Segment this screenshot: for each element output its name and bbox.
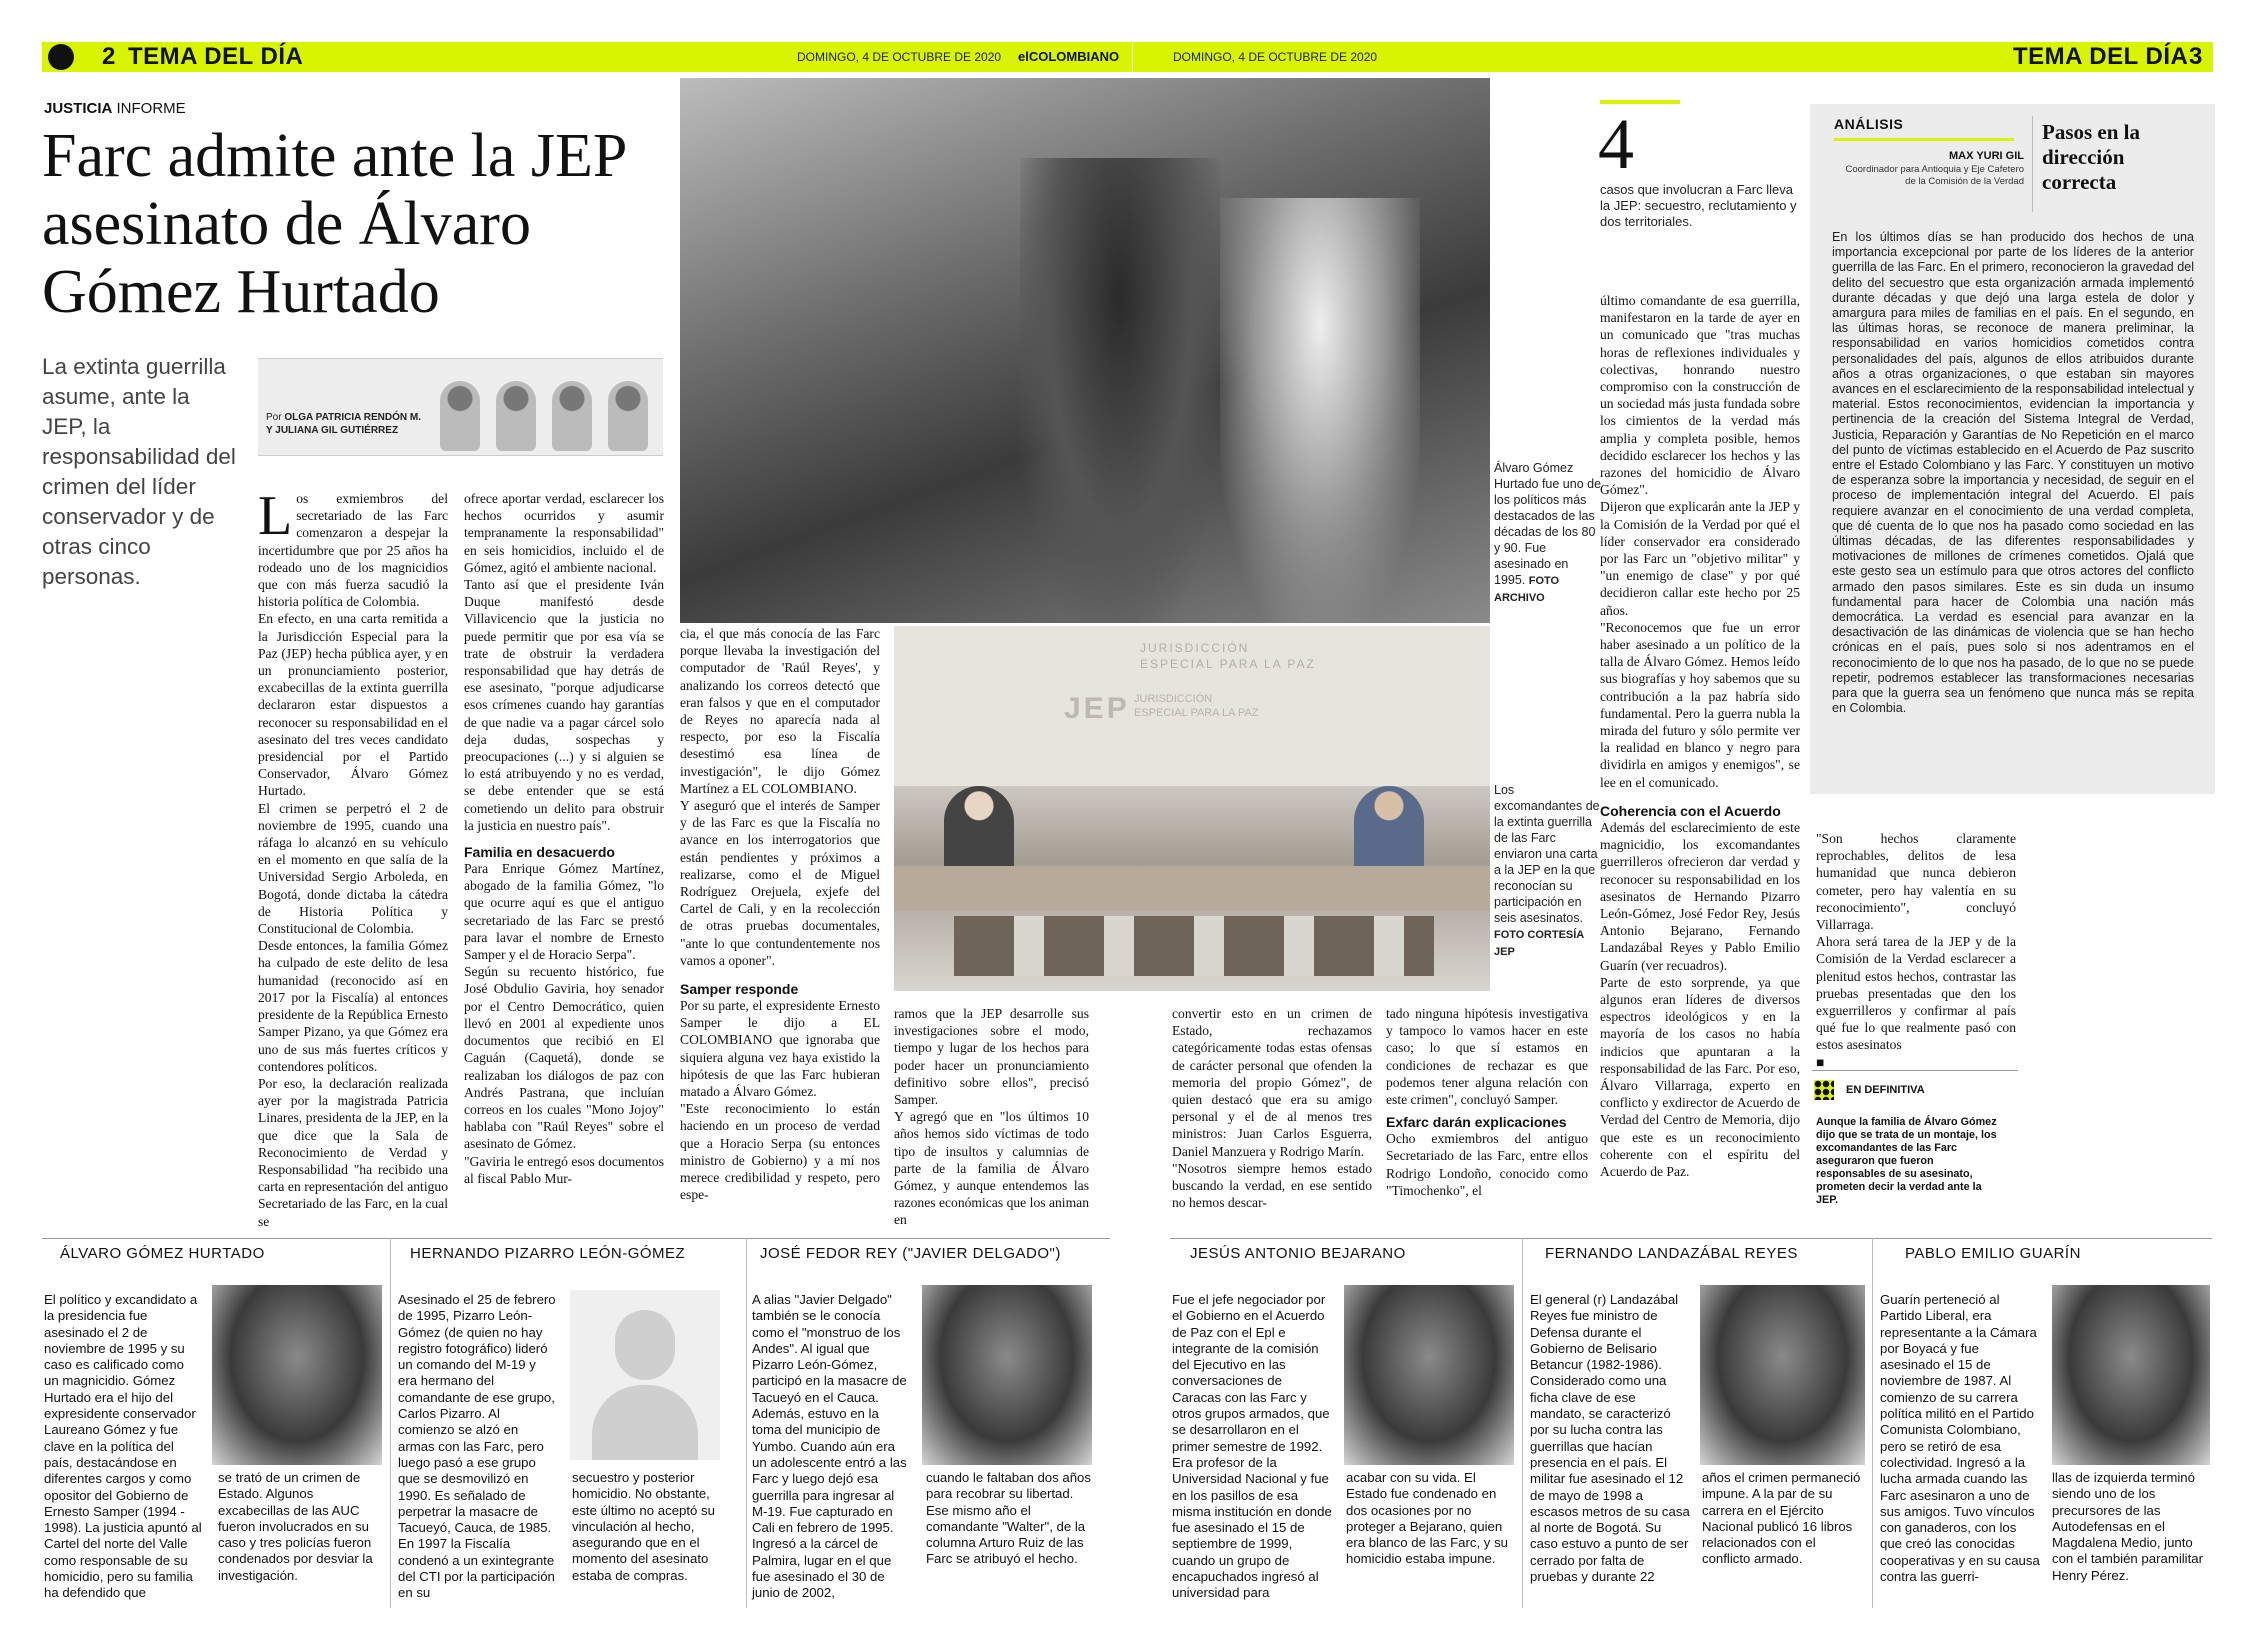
analysis-label: ANÁLISIS (1834, 116, 1904, 132)
photo-caption-1 (1494, 460, 1602, 606)
article-paragraph: Además del esclarecimiento de este magnicidio, los excomandantes guerrilleros ofrecieron dar verdad y reconocer su responsabilidad en los asesinatos de Hernando Pizarro León-Gómez, José Fedor Rey, Jesús Antonio Bejarano, Fernando Landazábal Reyes y Pablo Emilio Guarín (ver recuadros). (1600, 819, 1800, 973)
article-paragraph: El crimen se perpetró el 2 de noviembre de 1995, cuando una ráfaga lo alcanzó en su vehículo en el momento en que salía de la Universidad Sergio Arboleda, en Bogotá, donde dictaba la cátedra de Historia Política y Constitucional de Colombia. (258, 800, 448, 937)
article-paragraph: Ahora será tarea de la JEP y de la Comisión de la Verdad esclarecer a plenitud estos hechos, contrastar las pruebas presentadas que den los exguerrilleros y confirmar al país qué fue lo que realmente pasó con estos asesinatos (1816, 934, 2016, 1053)
subhead-family: Familia en desacuerdo (464, 844, 615, 861)
jep-sign-sub (1134, 692, 1259, 720)
jep-hearing-photo (894, 626, 1490, 991)
right-section-title: TEMA DEL DÍA (2013, 43, 2189, 70)
headline-line-3: Gómez Hurtado (42, 258, 440, 326)
article-paragraph: Tanto así que el presidente Iván Duque manifestó desde Villavicencio que la justicia no puede permitir que por esa vía se trate de obstruir la verdadera responsabilidad que hay detrás de ese asesinato, "porque adjudicarse esos crímenes cuando hay garantías de que nadie va a pagar cárcel solo deja dudas, sospechas y preocupaciones (...) y si alguien se lo está atribuyendo y no es verdad, se debe entender que se está cometiendo un delito para obstruir la justicia en nuestro país". (464, 577, 664, 833)
factbox-number: 4 (1598, 104, 1634, 184)
bio-divider (1522, 1238, 1523, 1608)
en-definitiva-text: Aunque la familia de Álvaro Gómez dijo que se trata de un montaje, los excomandantes de las Farc aseguraron que fueron responsables de su asesinato, prometen decir la verdad ante la JEP. (1816, 1116, 1997, 1206)
article-column-7 (1600, 292, 1800, 1222)
author-portrait-1 (440, 381, 480, 451)
analysis-box (1810, 104, 2215, 794)
photo-credit-1: FOTO ARCHIVO (1494, 575, 1560, 604)
bio-divider (390, 1238, 391, 1608)
bio-name: FERNANDO LANDAZÁBAL REYES (1545, 1245, 1798, 1262)
photo-caption-2-text: Los excomandantes de la extinta guerrilla de las Farc enviaron una carta a la JEP en la que reconocían su participación en seis asesinatos. (1494, 783, 1600, 925)
kicker-light: INFORME (116, 100, 186, 117)
jep-sign-sub-line-2: ESPECIAL PARA LA PAZ (1134, 707, 1259, 719)
article-paragraph: tado ninguna hipótesis investigativa y tampoco lo vamos hacer en este caso; lo que sí estamos en condiciones de rechazar es que podemos tener alguna relación con este crimen", concluyó Samper. (1386, 1006, 1588, 1108)
photo-figure (1220, 198, 1420, 623)
right-page-number: 3 (2189, 43, 2203, 70)
photo-caption-2 (1494, 782, 1600, 960)
byline-author-2: Y JULIANA GIL GUTIÉRREZ (266, 425, 399, 436)
byline-box (258, 358, 663, 456)
article-column-1 (258, 485, 448, 1229)
author-portrait-4 (608, 381, 648, 451)
left-section-title: TEMA DEL DÍA (128, 43, 304, 70)
bio-name: PABLO EMILIO GUARÍN (1905, 1245, 2081, 1262)
bio-portrait-placeholder (570, 1290, 720, 1460)
bio-portrait-bejarano (1344, 1285, 1514, 1465)
left-date: DOMINGO, 4 DE OCTUBRE DE 2020 (797, 50, 1002, 64)
bio-portrait-guarin (2052, 1285, 2210, 1465)
bio-rule-left (42, 1238, 1110, 1239)
article-paragraph: cia, el que más conocía de las Farc porque llevaba la investigación del computador de 'Raúl Reyes', y analizando los correos detectó que eran falsos y que en el computador de Reyes no aparecía nada al respecto, por eso la Fiscalía desestimó esa línea de investigación", le dijo Gómez Martínez a EL COLOMBIANO. (680, 626, 880, 796)
bio-name: JESÚS ANTONIO BEJARANO (1190, 1245, 1406, 1262)
article-paragraph: Por eso, la declaración realizada ayer por la magistrada Patricia Linares, presidenta de la JEP, en la que dice que la Sala de Reconocimiento de Verdad y Responsabilidad "ha recibido una carta en representación del antiguo Secretariado de las Farc, en la cual se (258, 1075, 448, 1229)
bio-portrait-gomez (212, 1285, 382, 1465)
en-definitiva-rule (1812, 1070, 2018, 1071)
article-paragraph: "Este reconocimiento lo están haciendo en un proceso de verdad que a Horacio Serpa (su entonces ministro de Gobierno) y a mí nos merece credibilidad y respeto, pero espe- (680, 1101, 880, 1203)
bio-divider (746, 1238, 747, 1608)
en-definitiva-label: EN DEFINITIVA (1846, 1084, 1925, 1096)
subhead-coherencia: Coherencia con el Acuerdo (1600, 802, 1781, 819)
byline-prefix: Por (266, 412, 282, 423)
photo-caption-1-text: Álvaro Gómez Hurtado fue uno de los políticos más destacados de las décadas de los 80 y 90. Fue asesinado en 1995. (1494, 461, 1602, 587)
drop-cap: L (258, 485, 293, 547)
bio-name: JOSÉ FEDOR REY ("JAVIER DELGADO") (760, 1245, 1061, 1262)
headline-line-2: asesinato de Álvaro (42, 190, 531, 258)
author-portrait-2 (496, 381, 536, 451)
bio-portrait-fedor-rey (922, 1285, 1092, 1465)
bio-text: El general (r) Landazábal Reyes fue ministro de Defensa durante el Gobierno de Belisario Betancur (1982-1986). Considerado como una ficha clave de ese mandato, se caracterizó por su lucha contra las guerrillas que hacían presencia en el país. El militar fue asesinado el 12 de mayo de 1998 a escasos metros de su casa al norte de Bogotá. Su caso estuvo a punto de ser cerrado por falta de pruebas y durante 22 (1530, 1292, 1690, 1585)
jep-sign: JEP (1064, 692, 1130, 725)
subhead-exfarc: Exfarc darán explicaciones (1386, 1114, 1567, 1131)
analysis-divider (2032, 116, 2033, 212)
bio-text: acabar con su vida. El Estado fue condenado en dos ocasiones por no proteger a Bejarano, quien era blanco de las Farc, y su homicidio estaba impune. (1346, 1470, 1508, 1567)
article-paragraph: Dijeron que explicarán ante la JEP y la Comisión de la Verdad por qué el líder conservador era considerado por las Farc un "objetivo militar" y "un enemigo de clase" y por qué decidieron callar este hecho por 25 años. (1600, 499, 1800, 618)
en-definitiva-icon (1814, 1080, 1834, 1100)
article-column-4 (894, 1005, 1089, 1228)
article-column-3 (680, 625, 880, 1225)
jep-sign-top-line-2: ESPECIAL PARA LA PAZ (1140, 657, 1316, 671)
article-paragraph: Para Enrique Gómez Martínez, abogado de la familia Gómez, "lo que ocurre aquí es que el antiguo secretariado de las Farc se prestó para lavar el nombre de Ernesto Samper y el de Horacio Serpa". (464, 861, 664, 963)
article-column-5 (1172, 1005, 1372, 1225)
byline (266, 411, 421, 437)
article-paragraph: Parte de esto sorprende, ya que algunos eran líderes de diversos espectros ideológicos y en la mayoría de los casos no había indicios que apuntaran a la responsabilidad de las Farc. Por eso, Álvaro Villarraga, experto en conflicto y exdirector de Acuerdo de Verdad del Centro de Memoria, dijo que este es un reconocimiento coherente con el espíritu del Acuerdo de Paz. (1600, 974, 1800, 1179)
bio-text: Fue el jefe negociador por el Gobierno en el Acuerdo de Paz con el Epl e integrante de la comisión del Ejecutivo en las conversaciones de Caracas con las Farc y otros grupos armados, que se desarrollaron en el primer semestre de 1992. Era profesor de la Universidad Nacional y fue en los pasillos de esa misma institución en donde fue asesinado el 15 de septiembre de 1999, cuando un grupo de encapuchados ingresó al universidad para (1172, 1292, 1332, 1601)
person-silhouette-icon (615, 1310, 675, 1380)
article-column-2 (464, 490, 664, 1225)
bio-text: A alias "Javier Delgado" también se le conocía como el "monstruo de los Andes". Al igual que Pizarro León-Gómez, participó en la masacre de Tacueyó en el Cauca. Además, estuvo en la toma del municipio de Yumbo. Cuando aún era un adolescente entró a las Farc y luego dejó esa guerrilla para ingresar al M-19. Fue capturado en Cali en febrero de 1995. Ingresó a la cárcel de Palmira, lugar en el que fue asesinado el 30 de junio de 2002, (752, 1292, 907, 1601)
bio-text: Guarín perteneció al Partido Liberal, era representante a la Cámara por Boyacá y fue asesinado el 15 de noviembre de 1987. Al comienzo de su carrera política militó en el Partido Comunista Colombiano, pero se retiró de esa colectividad. Ingresó a la lucha armada cuando las Farc asesinaron a uno de sus amigos. Tuvo vínculos con ganaderos, con los que creó las conocidas cooperativas y en su causa contra las guerri- (1880, 1292, 2040, 1585)
article-paragraph: ramos que la JEP desarrolle sus investigaciones sobre el modo, tiempo y lugar de los hechos para poder hacer un pronunciamiento definitivo sobre ellos", precisó Samper. (894, 1006, 1089, 1108)
bio-text: llas de izquierda terminó siendo uno de los precursores de las Autodefensas en el Magdalena Medio, junto con el también paramilitar Henry Pérez. (2052, 1470, 2203, 1583)
archive-crowd-photo (680, 78, 1490, 623)
article-paragraph: Ocho exmiembros del antiguo Secretariado de las Farc, entre ellos Rodrigo Londoño, conocido como "Timochenko", el (1386, 1131, 1588, 1198)
bio-rule-right (1170, 1238, 2212, 1239)
jep-sign-sub-line-1: JURISDICCIÓN (1134, 693, 1213, 705)
official-figure (1354, 786, 1424, 876)
jep-sign-top-line-1: JURISDICCIÓN (1140, 641, 1250, 655)
author-portrait-3 (552, 381, 592, 451)
article-paragraph: "Gaviria le entregó esos documentos al fiscal Pablo Mur- (464, 1153, 664, 1186)
article-paragraph: último comandante de esa guerrilla, manifestaron en la tarde de ayer en un comunicado que "tras muchas horas de reflexiones individuales y colectivas, honrando nuestro compromiso con la construcción de un sociedad más justa fundada sobre los cimientos de la verdad más amplia y completa posible, hemos decidido esclarecer los hechos y las razones del homicidio de Álvaro Gómez". (1600, 293, 1800, 498)
article-paragraph: Por su parte, el expresidente Ernesto Samper le dijo a EL COLOMBIANO que ignoraba que siquiera alguna vez haya existido la hipótesis de que las Farc hubieran matado a Álvaro Gómez. (680, 998, 880, 1100)
bio-text: El político y excandidato a la presidencia fue asesinado el 2 de noviembre de 1995 y su caso es calificado como un magnicidio. Gómez Hurtado era el hijo del expresidente conservador Laureano Gómez y fue clave en la política del país, destacándose en diferentes cargos y como opositor del Gobierno de Ernesto Samper (1994 - 1998). La justicia apuntó al Cartel del norte del Valle como responsable de su homicidio, pero su familia ha defendido que (44, 1292, 202, 1601)
jep-sign-top (1140, 640, 1316, 672)
analysis-title: Pasos en la dirección correcta (2042, 120, 2141, 194)
analysis-body: En los últimos días se han producido dos hechos de una importancia excepcional por parte de los líderes de la anterior guerrilla de las Farc. En el primero, reconocieron la gravedad del delito del secuestro que esta organización armada implementó durante décadas y que dejó una larga estela de dolor y amargura para miles de familias en el país. En el segundo, en las últimas horas, se reconoce de manera preliminar, la responsabilidad en varios homicidios cometidos contra personalidades del país, algunos de ellos atribuidos durante años a otras organizaciones, o que estaban sin mayores avances en el esclarecimiento de la responsabilidad intelectual y material. Estos reconocimientos, evidencian la importancia y pertinencia de la creación del Sistema Integral de Verdad, Justicia, Reparación y Garantías de No Repetición en el marco del punto de víctimas establecido en el Acuerdo de Paz suscrito entre el Estado Colombiano y las Farc. Y constituyen un motivo de esperanza sobre la importancia y necesidad, de seguir en el proceso de implementación integral del Acuerdo. El país requiere avanzar en el conocimiento de una verdad completa, que dé cuenta de lo que nos ha pasado como sociedad en las últimas décadas, de las diferentes responsabilidades y motivaciones de millones de crímenes cometidos. Ojalá que este gesto sea un estímulo para que otros actores del conflicto armado den pasos similares. Este es sin duda un insumo fundamental para hacer de Colombia una nación más democrática. La verdad es esencial para avanzar en la desactivación de las dinámicas de violencia que se han hecho crónicas en el país, pues solo si nos adentramos en el reconocimiento de lo que nos ha pasado, de lo que no se puede repetir, podremos establecer las transformaciones necesarias para que la guerra sea un fenómeno que nunca más se repita en Colombia. (1832, 230, 2194, 716)
factbox-text: casos que involucran a Farc lleva la JEP: secuestro, reclutamiento y dos territoriales. (1600, 182, 1797, 229)
article-paragraph: "Son hechos claramente reprochables, delitos de lesa humanidad que nunca debieron cometer, pero hay valentía en su reconocimiento", concluyó Villarraga. (1816, 831, 2016, 933)
bio-text: cuando le faltaban dos años para recobrar su libertad. Ese mismo año el comandante "Walter", de la columna Arturo Ruiz de las Farc se atribuyó el hecho. (926, 1470, 1091, 1567)
article-paragraph: Según su recuento histórico, fue José Obdulio Gaviria, hoy senador por el Centro Democrático, quien llevó en 2001 al expediente unos documentos que recibió en El Caguán (Caquetá), donde se realizaban los diálogos de paz con Andrés Pastrana, que incluían correos en los cuales "Mono Jojoy" hablaba con "Raúl Reyes" sobre el asesinato de Gómez. (464, 964, 664, 1152)
article-paragraph: Y agregó que en "los últimos 10 años hemos sido víctimas de todo tipo de insultos y calumnias de parte de la familia de Álvaro Gómez, y aunque entendemos las razones económicas que los animan en (894, 1109, 1089, 1228)
deck: La extinta guerrilla asume, ante la JEP, la responsabilidad del crimen del líder conservador y de otras cinco personas. (42, 354, 236, 589)
bio-divider (1872, 1238, 1873, 1608)
left-page-number: 2 (102, 43, 116, 70)
bio-text: años el crimen permaneció impune. A la par de su carrera en el Ejército Nacional publicó 16 libros relacionados con el conflicto armado. (1702, 1470, 1861, 1567)
article-column-6 (1386, 1005, 1588, 1225)
right-date: DOMINGO, 4 DE OCTUBRE DE 2020 (1173, 50, 1378, 64)
left-header-bar (42, 42, 1132, 72)
article-paragraph: "Reconocemos que fue un error haber asesinado a un político de la talla de Álvaro Gómez. Hemos leído sus biografías y hoy sabemos que su contribución a la paz habría sido fundamental. Pero la guerra nubla la mirada del futuro y sólo permite ver la realidad en blanco y negro para dividirla en amigos y enemigos", se lee en el comunicado. (1600, 619, 1800, 790)
article-paragraph: ofrece aportar verdad, esclarecer los hechos ocurridos y asumir tempranamente la responsabilidad" en seis homicidios, incluido el de Gómez, agitó el ambiente nacional. (464, 491, 664, 575)
photo-figure (1020, 158, 1220, 623)
kicker (44, 100, 186, 117)
person-silhouette-body (592, 1385, 698, 1460)
brand-name: elCOLOMBIANO (1018, 49, 1120, 64)
article-paragraph: Y aseguró que el interés de Samper y de las Farc es que la Fiscalía no avance en los interrogatorios que están pendientes y próximos a realizarse, como el de Miguel Rodríguez Orejuela, exjefe del Cartel de Cali, y en la recolección de otras pruebas documentales, "ante lo que contundentemente nos vamos a oponer". (680, 798, 880, 968)
headline-line-1: Farc admite ante la JEP (42, 122, 628, 190)
article-paragraph: convertir esto en un crimen de Estado, rechazamos categóricamente todas estas ofensas de carácter personal que ofenden la memoria del propio Gómez", de quien destacó que era su amigo personal y el de al menos tres ministros: Juan Carlos Esguerra, Daniel Manzuera y Rodrigo Marín. (1172, 1006, 1372, 1159)
bio-name: HERNANDO PIZARRO LEÓN-GÓMEZ (410, 1245, 686, 1262)
analysis-role: Coordinador para Antioquia y Eje Cafetero de la Comisión de la Verdad (1845, 164, 2024, 187)
brand-logo-icon (48, 44, 74, 70)
bio-text: Asesinado el 25 de febrero de 1995, Pizarro León-Gómez (de quien no hay registro fotográfico) lideró un comando del M-19 y era hermano del comandante de ese grupo, Carlos Pizarro. Al comienzo se alzó en armas con las Farc, pero luego pasó a ese grupo que se desmovilizó en 1990. Es señalado de perpetrar la masacre de Tacueyó, Cauca, de 1985. En 1997 la Fiscalía condenó a un exintegrante del CTI por la participación en su (398, 1292, 556, 1601)
bio-portrait-landazabal (1700, 1285, 1865, 1465)
hearing-desk (894, 866, 1490, 911)
article-paragraph: En efecto, en una carta remitida a la Jurisdicción Especial para la Paz (JEP) hecha pública ayer, y en un pronunciamiento posterior, excabecillas de la extinta guerrilla declararon estar dispuestos a reconocer su responsabilidad en el asesinato del tres veces candidato presidencial por el Partido Conservador, Álvaro Gómez Hurtado. (258, 611, 448, 799)
bio-name: ÁLVARO GÓMEZ HURTADO (60, 1245, 265, 1262)
subhead-samper: Samper responde (680, 981, 799, 998)
byline-author-1: OLGA PATRICIA RENDÓN M. (284, 412, 422, 423)
end-mark: ■ (1816, 1054, 1825, 1070)
chairs (954, 916, 1434, 976)
analysis-author: MAX YURI GIL (1949, 150, 2024, 162)
headline (42, 122, 627, 326)
photo-credit-2: FOTO CORTESÍA JEP (1494, 929, 1584, 958)
analysis-label-rule (1834, 138, 2014, 141)
article-paragraph: Desde entonces, la familia Gómez ha culpado de este delito de lesa humanidad (reconocido así en 2017 por la Fiscalía) al entonces presidente de la República Ernesto Samper Pizano, ya que Gómez era uno de sus más fuertes críticos y contendores políticos. (258, 938, 448, 1074)
article-paragraph: "Nosotros siempre hemos estado buscando la verdad, en ese sentido no hemos descar- (1172, 1160, 1372, 1211)
article-paragraph: os exmiembros del secretariado de las Farc comenzaron a despejar la incertidumbre que por 25 años ha rodeado uno de los magnicidios que con más fuerza sacudió la historia política de Colombia. (258, 491, 448, 610)
right-header-bar (1133, 42, 2213, 72)
article-column-8 (1816, 830, 2016, 1070)
kicker-bold: JUSTICIA (44, 100, 113, 117)
bio-text: se trató de un crimen de Estado. Algunos excabecillas de las AUC fueron involucrados en su caso y tres policías fueron condenados por desviar la investigación. (218, 1470, 373, 1583)
magistrate-figure (944, 786, 1014, 876)
bio-text: secuestro y posterior homicidio. No obstante, este último no aceptó su vinculación al hecho, asegurando que en el momento del asesinato estaba de compras. (572, 1470, 715, 1583)
